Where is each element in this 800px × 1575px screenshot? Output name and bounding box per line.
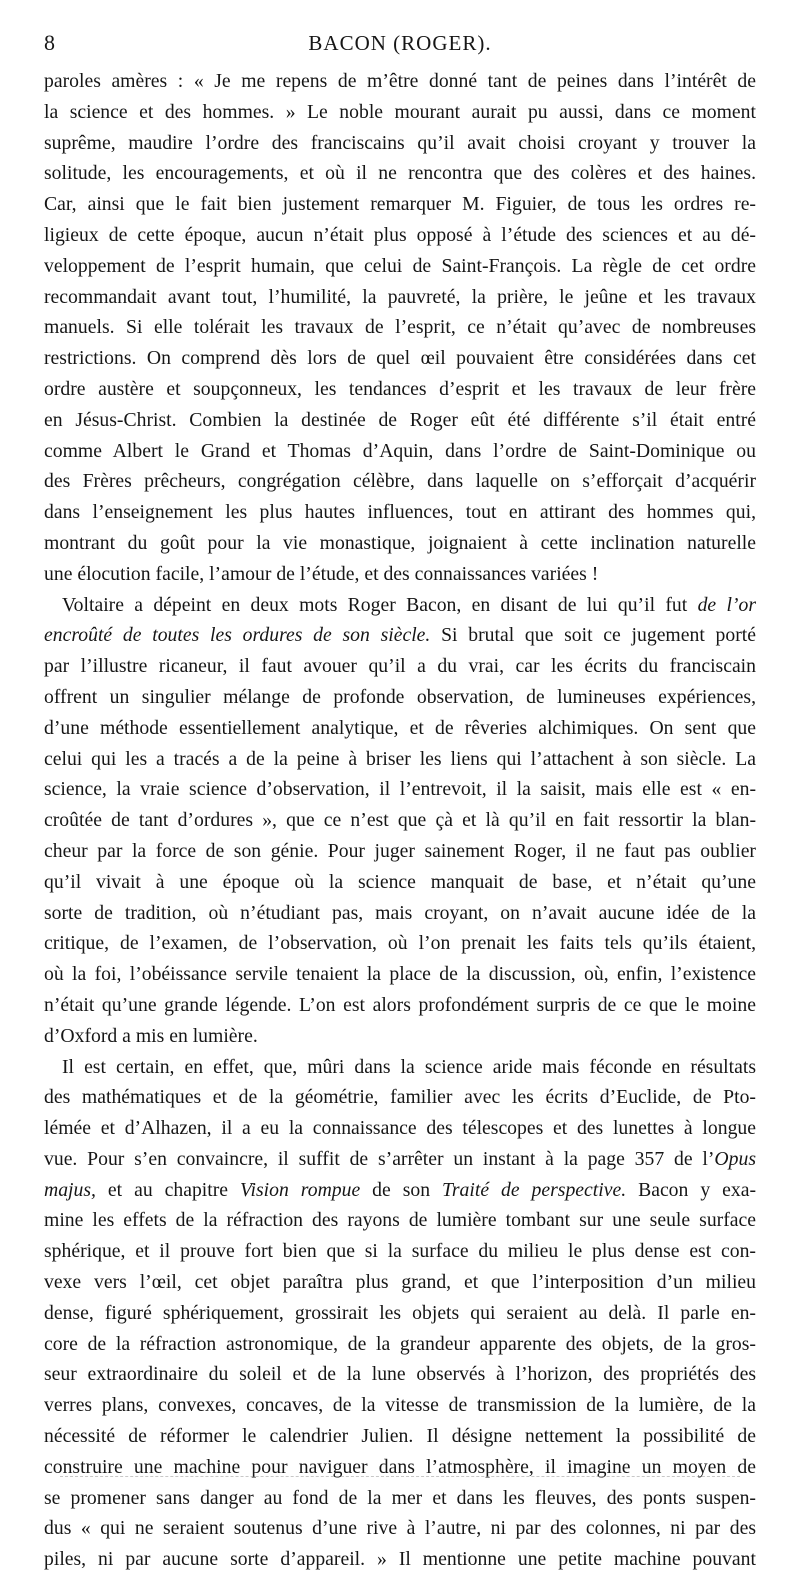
text-line: paroles amères : « Je me repens de m’être donné tant de peines dans l’intérêt de bbox=[44, 70, 756, 92]
text-line: n’était qu’une grande légende. L’on est alors profondément surpris de ce que le moine bbox=[44, 993, 756, 1016]
text-line: offrent un singulier mélange de profonde observation, de lumineuses expériences, bbox=[44, 685, 756, 708]
text-line: sphérique, et il prouve fort bien que si la surface du milieu le plus dense est con- bbox=[44, 1240, 756, 1263]
text-line: cheur par la force de son génie. Pour juger sainement Roger, il ne faut pas oublier bbox=[44, 839, 756, 862]
text-line: Il est certain, en effet, que, mûri dans la science aride mais féconde en résultats bbox=[62, 1055, 756, 1078]
footer-rule bbox=[60, 1476, 740, 1477]
text-line: seur extraordinaire du soleil et de la lune observés à l’horizon, des propriétés des bbox=[44, 1363, 756, 1386]
text-line: dus « qui ne seraient soutenus d’une rive à l’autre, ni par des colonnes, ni par des bbox=[44, 1517, 756, 1540]
text-line: qu’il vivait à une époque où la science manquait de base, et n’était qu’une bbox=[44, 870, 756, 893]
text-line: nécessité de réformer le calendrier Julien. Il désigne nettement la possibilité de bbox=[44, 1425, 756, 1448]
running-head-main: BACON bbox=[308, 31, 387, 55]
text-line: ordre austère et soupçonneux, les tendances d’esprit et les travaux de leur frère bbox=[44, 377, 756, 400]
text-line: solitude, les encouragements, et où il ne rencontra que des colères et des haines. bbox=[44, 162, 756, 185]
text-line: par l’illustre ricaneur, il faut avouer qu’il a du vrai, car les écrits du franciscain bbox=[44, 655, 756, 678]
text-line: restrictions. On comprend dès lors de quel œil pouvaient être considérées dans cet bbox=[44, 347, 756, 370]
text-line: dans l’enseignement les plus hautes influences, tout en attirant des hommes qui, bbox=[44, 501, 756, 524]
text-line: croûtée de tant d’ordures », que ce n’est que çà et là qu’il en fait ressortir la blan- bbox=[44, 809, 756, 832]
running-head-paren: (ROGER). bbox=[393, 31, 492, 55]
text-line: d’Oxford a mis en lumière. bbox=[44, 1024, 258, 1047]
text-line: des mathématiques et de la géométrie, familier avec les écrits d’Euclide, de Pto- bbox=[44, 1086, 756, 1109]
text-line: recommandait avant tout, l’humilité, la pauvreté, la prière, le jeûne et les travaux bbox=[44, 285, 756, 308]
page-header bbox=[44, 28, 756, 60]
text-line: verres plans, convexes, concaves, de la vitesse de transmission de la lumière, de la bbox=[44, 1394, 756, 1417]
running-head bbox=[44, 28, 756, 58]
body-text bbox=[44, 66, 756, 1575]
text-line: science, la vraie science d’observation, il l’entrevoit, il la saisit, mais elle est « en- bbox=[44, 778, 756, 801]
text-line: vexe vers l’œil, cet objet paraîtra plus grand, et que l’interposition d’un milieu bbox=[44, 1271, 756, 1294]
text-line: dense, figuré sphériquement, grossirait les objets qui seraient au delà. Il parle en- bbox=[44, 1301, 756, 1324]
text-line: piles, ni par aucune sorte d’appareil. » Il mentionne une petite machine pouvant bbox=[44, 1548, 756, 1571]
text-line: comme Albert le Grand et Thomas d’Aquin, dans l’ordre de Saint-Dominique ou bbox=[44, 439, 756, 462]
text-line: la science et des hommes. » Le noble mourant aurait pu aussi, dans ce moment bbox=[44, 100, 756, 123]
page-number: 8 bbox=[44, 30, 55, 55]
text-line: encroûté de toutes les ordures de son siècle. Si brutal que soit ce jugement porté bbox=[44, 624, 756, 647]
text-line: en Jésus-Christ. Combien la destinée de Roger eût été différente s’il était entré bbox=[44, 408, 756, 431]
text-line: se promener sans danger au fond de la mer et dans les fleuves, des ponts suspen- bbox=[44, 1486, 756, 1509]
text-line: mine les effets de la réfraction des rayons de lumière tombant sur une seule surface bbox=[44, 1209, 756, 1232]
text-line: Car, ainsi que le fait bien justement remarquer M. Figuier, de tous les ordres re- bbox=[44, 193, 756, 216]
text-line: vue. Pour s’en convaincre, il suffit de s’arrêter un instant à la page 357 de l’Opus bbox=[44, 1147, 756, 1170]
text-line: sorte de tradition, où n’étudiant pas, mais croyant, on n’avait aucune idée de la bbox=[44, 901, 756, 924]
text-line: manuels. Si elle tolérait les travaux de l’esprit, ce n’était qu’avec de nombreuses bbox=[44, 316, 756, 339]
text-line: core de la réfraction astronomique, de la grandeur apparente des objets, de la gros- bbox=[44, 1332, 756, 1355]
text-line: Voltaire a dépeint en deux mots Roger Bacon, en disant de lui qu’il fut de l’or bbox=[62, 593, 756, 616]
text-line: construire une machine pour naviguer dans l’atmosphère, il imagine un moyen de bbox=[44, 1455, 756, 1478]
text-line: d’une méthode essentiellement analytique, et de rêveries alchimiques. On sent que bbox=[44, 716, 756, 739]
text-line: celui qui les a tracés a de la peine à briser les liens qui l’attachent à son siècle. La bbox=[44, 747, 756, 770]
text-line: des Frères prêcheurs, congrégation célèbre, dans laquelle on s’efforçait d’acquérir bbox=[44, 470, 756, 493]
text-line: veloppement de l’esprit humain, que celui de Saint-François. La règle de cet ordre bbox=[44, 254, 756, 277]
text-line: ligieux de cette époque, aucun n’était plus opposé à l’étude des sciences et au dé- bbox=[44, 223, 756, 246]
text-line: lémée et d’Alhazen, il a eu la connaissance des télescopes et des lunettes à longue bbox=[44, 1117, 756, 1140]
text-line: montrant du goût pour la vie monastique, joignaient à cette inclination naturelle bbox=[44, 531, 756, 554]
text-line: suprême, maudire l’ordre des franciscains qu’il avait choisi croyant y trouver la bbox=[44, 131, 756, 154]
text-line: une élocution facile, l’amour de l’étude, et des connaissances variées ! bbox=[44, 562, 599, 585]
text-line: majus, et au chapitre Vision rompue de son Traité de perspective. Bacon y exa- bbox=[44, 1178, 756, 1201]
text-line: où la foi, l’obéissance servile tenaient la place de la discussion, où, enfin, l’existence bbox=[44, 963, 756, 986]
text-line: critique, de l’examen, de l’observation, où l’on prenait les faits tels qu’ils étaient, bbox=[44, 932, 756, 955]
